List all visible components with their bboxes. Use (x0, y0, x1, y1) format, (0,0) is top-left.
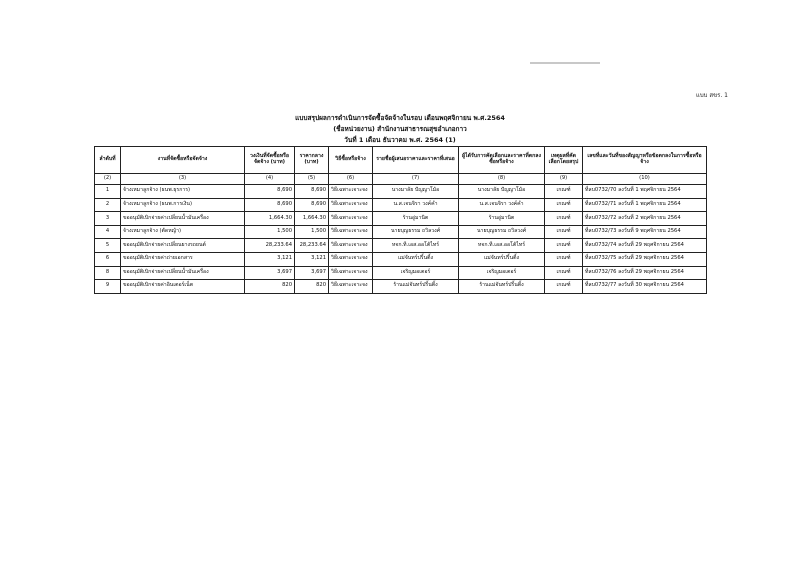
row-item: จ้างเหมาลูกจ้าง (ธนพ.ธุรการ) (121, 185, 245, 199)
column-number: (3) (121, 174, 245, 185)
table-row (95, 212, 707, 226)
row-budget: 1,500 (245, 225, 295, 239)
row-item: ขออนุมัติเบิกจ่ายค่าถ่ายเอกสาร (121, 252, 245, 266)
form-code: แบบ สขร. 1 (695, 92, 728, 99)
row-contract: ที่ลบ0732/70 ลงวันที่ 1 พฤศจิกายน 2564 (583, 185, 707, 199)
table-row (95, 225, 707, 239)
row-reason: เกณฑ์ (545, 198, 583, 212)
row-item: ขออนุมัติเบิกจ่ายค่าเปลี่ยนยางรถยนต์ (121, 239, 245, 253)
row-bidder: นายบุญธรรม ถวิลวงศ์ (373, 225, 459, 239)
row-budget: 1,664.30 (245, 212, 295, 226)
column-number-row (95, 174, 707, 185)
row-median-price: 28,233.64 (295, 239, 329, 253)
row-reason: เกณฑ์ (545, 252, 583, 266)
row-winner: ร้านแม่จันทร์ปริ้นติ้ง (459, 280, 545, 294)
row-median-price: 1,664.30 (295, 212, 329, 226)
row-method: วิธีเฉพาะเจาะจง (329, 225, 373, 239)
row-reason: เกณฑ์ (545, 280, 583, 294)
agency-name: (ชื่อหน่วยงาน) สำนักงานสาธารณสุขอำเภอกาว (333, 125, 467, 133)
row-bidder: น.ส.เจนจิรา วงค์คำ (373, 198, 459, 212)
row-number: 9 (95, 280, 121, 294)
table-row (95, 280, 707, 294)
row-item: จ้างเหมาลูกจ้าง (ตัดหญ้า) (121, 225, 245, 239)
row-bidder: นางมาลัย ปัญญาโม้อ (373, 185, 459, 199)
procurement-table (94, 146, 707, 294)
table-header (95, 147, 707, 174)
header-bidders: รายชื่อผู้เสนอราคาและราคาที่เสนอ (373, 147, 459, 174)
row-item: จ้างเหมาลูกจ้าง (ธนพ.การเงิน) (121, 198, 245, 212)
row-method: วิธีเฉพาะเจาะจง (329, 239, 373, 253)
row-number: 4 (95, 225, 121, 239)
row-contract: ที่ลบ0732/74 ลงวันที่ 29 พฤศจิกายน 2564 (583, 239, 707, 253)
column-number: (8) (459, 174, 545, 185)
row-method: วิธีเฉพาะเจาะจง (329, 185, 373, 199)
column-number: (5) (295, 174, 329, 185)
row-number: 6 (95, 252, 121, 266)
header-winner: ผู้ได้รับการคัดเลือกและราคาที่ตกลงซื้อหรือจ้าง (459, 147, 545, 174)
row-item: ขออนุมัติเบิกจ่ายค่าเปลี่ยนน้ำมันเครื่อง (121, 212, 245, 226)
row-number: 5 (95, 239, 121, 253)
row-bidder: ร้านแม่จันทร์ปริ้นติ้ง (373, 280, 459, 294)
row-method: วิธีเฉพาะเจาะจง (329, 198, 373, 212)
row-reason: เกณฑ์ (545, 239, 583, 253)
table-body (95, 174, 707, 294)
row-winner: เจริญมอเตอร์ (459, 266, 545, 280)
row-number: 1 (95, 185, 121, 199)
row-budget: 28,233.64 (245, 239, 295, 253)
row-median-price: 1,500 (295, 225, 329, 239)
header-median-price: ราคากลาง (บาท) (295, 147, 329, 174)
row-winner: นายบุญธรรม ถวิลวงศ์ (459, 225, 545, 239)
table-row (95, 266, 707, 280)
row-budget: 8,690 (245, 185, 295, 199)
column-number: (4) (245, 174, 295, 185)
table-row (95, 198, 707, 212)
row-item: ขออนุมัติเบิกจ่ายค่าอินเตอร์เน็ต (121, 280, 245, 294)
row-item: ขออนุมัติเบิกจ่ายค่าเปลี่ยนน้ำมันเครื่อง (121, 266, 245, 280)
row-method: วิธีเฉพาะเจาะจง (329, 212, 373, 226)
row-median-price: 8,690 (295, 198, 329, 212)
row-reason: เกณฑ์ (545, 266, 583, 280)
row-contract: ที่ลบ0732/71 ลงวันที่ 1 พฤศจิกายน 2564 (583, 198, 707, 212)
header-reason: เหตุผลที่คัดเลือกโดยสรุป (545, 147, 583, 174)
header-budget: วงเงินที่จัดซื้อหรือจัดจ้าง (บาท) (245, 147, 295, 174)
row-reason: เกณฑ์ (545, 212, 583, 226)
column-number: (10) (583, 174, 707, 185)
table-row (95, 252, 707, 266)
row-method: วิธีเฉพาะเจาะจง (329, 280, 373, 294)
row-budget: 820 (245, 280, 295, 294)
header-method: วิธีซื้อหรือจ้าง (329, 147, 373, 174)
table-row (95, 185, 707, 199)
row-method: วิธีเฉพาะเจาะจง (329, 252, 373, 266)
report-date: วันที่ 1 เดือน ธันวาคม พ.ศ. 2564 (1) (344, 136, 456, 144)
row-winner: หจก.ที.เอส.ออโต้ไทร์ (459, 239, 545, 253)
column-number: (7) (373, 174, 459, 185)
row-winner: น.ส.เจนจิรา วงค์คำ (459, 198, 545, 212)
header-row (95, 147, 707, 174)
row-method: วิธีเฉพาะเจาะจง (329, 266, 373, 280)
table-row (95, 239, 707, 253)
row-winner: แม่จันทร์ปริ้นติ้ง (459, 252, 545, 266)
row-number: 3 (95, 212, 121, 226)
row-contract: ที่ลบ0732/73 ลงวันที่ 9 พฤศจิกายน 2564 (583, 225, 707, 239)
row-budget: 8,690 (245, 198, 295, 212)
column-number: (6) (329, 174, 373, 185)
header-contract: เลขที่และวันที่ของสัญญาหรือข้อตกลงในการซื้อหรือจ้าง (583, 147, 707, 174)
row-contract: ที่ลบ0732/75 ลงวันที่ 29 พฤศจิกายน 2564 (583, 252, 707, 266)
row-median-price: 3,697 (295, 266, 329, 280)
row-number: 8 (95, 266, 121, 280)
row-bidder: หจก.ที.เอส.ออโต้ไทร์ (373, 239, 459, 253)
header-item: งานที่จัดซื้อหรือจัดจ้าง (121, 147, 245, 174)
row-median-price: 820 (295, 280, 329, 294)
document-title: แบบสรุปผลการดำเนินการจัดซื้อจัดจ้างในรอบ เดือนพฤศจิกายน พ.ศ.2564 (295, 114, 505, 122)
row-contract: ที่ลบ0732/77 ลงวันที่ 30 พฤศจิกายน 2564 (583, 280, 707, 294)
row-median-price: 3,121 (295, 252, 329, 266)
row-contract: ที่ลบ0732/76 ลงวันที่ 29 พฤศจิกายน 2564 (583, 266, 707, 280)
row-winner: ร้านอู่มานิต (459, 212, 545, 226)
row-bidder: ร้านอู่มานิต (373, 212, 459, 226)
column-number: (2) (95, 174, 121, 185)
row-budget: 3,121 (245, 252, 295, 266)
row-bidder: เจริญมอเตอร์ (373, 266, 459, 280)
row-median-price: 8,690 (295, 185, 329, 199)
row-contract: ที่ลบ0732/72 ลงวันที่ 2 พฤศจิกายน 2564 (583, 212, 707, 226)
row-winner: นางมาลัย ปัญญาโม้อ (459, 185, 545, 199)
header-no: ลำดับที่ (95, 147, 121, 174)
column-number: (9) (545, 174, 583, 185)
row-reason: เกณฑ์ (545, 225, 583, 239)
row-bidder: แม่จันทร์ปริ้นติ้ง (373, 252, 459, 266)
row-reason: เกณฑ์ (545, 185, 583, 199)
row-budget: 3,697 (245, 266, 295, 280)
row-number: 2 (95, 198, 121, 212)
scan-artifact-line (530, 62, 600, 64)
